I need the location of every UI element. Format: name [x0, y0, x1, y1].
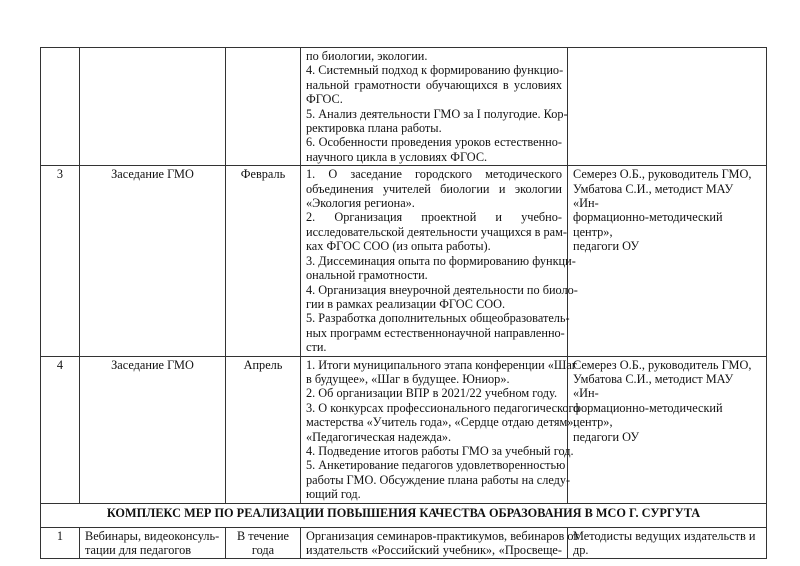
responsible-cell [568, 48, 767, 166]
text-line: 2. Об организации ВПР в 2021/22 учебном году. [306, 386, 558, 401]
date-cell [226, 48, 301, 166]
content-cell [301, 527, 579, 559]
table-row [41, 356, 767, 503]
text-line: тации для педагогов [85, 543, 192, 557]
text-line: ющий год. [306, 487, 361, 502]
text-line: 4. Организация внеурочной деятельности по биоло- [306, 282, 578, 297]
text-line: 4. Системный подход к формированию функцио- [306, 63, 564, 78]
text-line: педагоги ОУ [573, 429, 640, 444]
content-cell [301, 48, 568, 166]
text-line: Вебинары, видеоконсуль- [85, 528, 220, 543]
date-cell: Февраль [226, 166, 301, 356]
text-line: Семерез О.Б., руководитель ГМО, [573, 167, 752, 182]
text-line: 3. О конкурсах профессионального педагогического [306, 400, 580, 415]
text-line: педагоги ОУ [573, 239, 640, 254]
event-cell: Заседание ГМО [80, 356, 226, 503]
text-line: издательств «Российский учебник», «Просвеще- [306, 543, 562, 557]
row-number: 1 [41, 527, 80, 559]
text-line: в будущее», «Шаг в будущее. Юниор». [306, 371, 510, 386]
text-line: нальной грамотности обучающихся в условиях [306, 77, 562, 92]
text-line: работы ГМО. Обсуждение плана работы на следу- [306, 472, 571, 487]
text-line: сти. [306, 340, 327, 355]
content-cell [301, 166, 578, 356]
text-line: 1. Итоги муниципального этапа конференции «Шаг [306, 357, 577, 372]
text-line: 5. Разработка дополнительных общеобразователь- [306, 311, 570, 326]
text-line: научного цикла в условиях ФГОС. [306, 149, 488, 164]
content-cell [301, 356, 580, 503]
section-header: КОМПЛЕКС МЕР ПО РЕАЛИЗАЦИИ ПОВЫШЕНИЯ КАЧЕСТВА ОБРАЗОВАНИЯ В МСО Г. СУРГУТА [41, 503, 767, 527]
text-line: «Педагогическая надежда». [306, 429, 452, 444]
event-cell [80, 48, 226, 166]
text-line: 5. Анализ деятельности ГМО за I полугодие. Кор- [306, 106, 568, 121]
text-line: 1. О заседание городского методического [306, 167, 562, 182]
event-cell: Заседание ГМО [80, 166, 226, 356]
table-row [41, 166, 767, 356]
text-line: ках ФГОС СОО (из опыта работы). [306, 239, 491, 254]
text-line: 4. Подведение итогов работы ГМО за учебный год. [306, 443, 574, 458]
text-line: ректировка плана работы. [306, 121, 442, 136]
text-line: ональной грамотности. [306, 268, 428, 283]
event-cell [80, 527, 226, 559]
table-row [41, 527, 767, 559]
text-line: Семерез О.Б., руководитель ГМО, [573, 357, 752, 372]
text-line: мастерства «Учитель года», «Сердце отдаю детям», [306, 415, 577, 430]
text-line: формационно-методический центр», [573, 210, 723, 239]
row-number: 4 [41, 356, 80, 503]
table-row [41, 48, 767, 166]
text-line: Методисты ведущих издательств и др. [573, 528, 756, 557]
text-line: В течение [236, 528, 290, 543]
text-line: года [251, 543, 275, 557]
text-line: 6. Особенности проведения уроков естественно- [306, 135, 562, 150]
text-line: Умбатова С.И., методист МАУ «Ин- [573, 371, 734, 401]
row-number: 3 [41, 166, 80, 356]
date-cell [226, 527, 301, 559]
responsible-cell [568, 166, 767, 356]
text-line: объединения учителей биологии и экологии [306, 181, 562, 196]
section-header-row [41, 503, 767, 527]
responsible-cell [568, 356, 767, 503]
text-line: ФГОС. [306, 92, 343, 107]
text-line: 3. Диссеминация опыта по формированию функци- [306, 253, 576, 268]
text-line: «Экология региона». [306, 196, 415, 211]
plan-table [40, 47, 767, 559]
date-cell: Апрель [226, 356, 301, 503]
row-number [41, 48, 80, 166]
text-line: 2. Организация проектной и учебно- [306, 210, 562, 225]
responsible-cell [568, 527, 767, 559]
text-line: формационно-методический центр», [573, 400, 723, 430]
text-line: 5. Анкетирование педагогов удовлетворенностью [306, 458, 566, 473]
text-line: Умбатова С.И., методист МАУ «Ин- [573, 181, 734, 211]
text-line: гии в рамках реализации ФГОС СОО. [306, 296, 506, 311]
text-line: ных программ естественнонаучной направленно- [306, 325, 565, 340]
text-line: по биологии, экологии. [306, 49, 428, 63]
text-line: Организация семинаров-практикумов, вебинаров от [306, 528, 579, 543]
text-line: исследовательской деятельности учащихся в рам- [306, 224, 567, 239]
